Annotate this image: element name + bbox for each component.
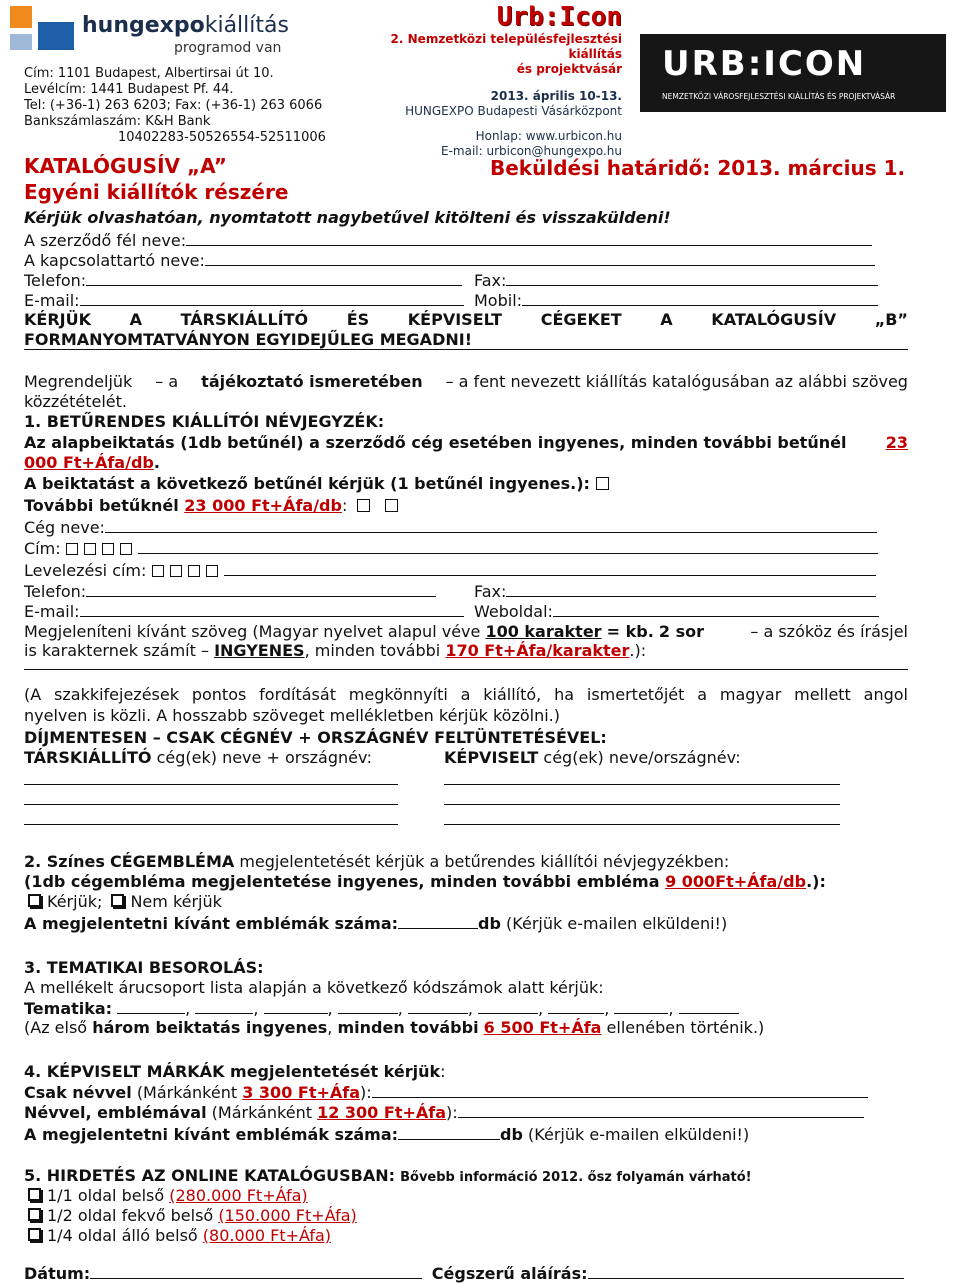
notice-word: A bbox=[660, 310, 673, 329]
s1-web-field[interactable] bbox=[553, 601, 879, 617]
s2-opt-yes: Kérjük; bbox=[47, 892, 103, 911]
s1-extra-text: További betűknél bbox=[24, 496, 179, 515]
logo-tagline: programod van bbox=[174, 40, 282, 56]
party-label: A szerződő fél neve: bbox=[24, 231, 187, 250]
s1-phone-label: Telefon: bbox=[24, 582, 87, 601]
s5-option-3 bbox=[28, 1226, 331, 1246]
address-line: Bankszámlaszám: K&H Bank bbox=[24, 114, 211, 129]
s1-extra-colon: : bbox=[341, 496, 348, 515]
form-title: KATALÓGUSÍV „A” bbox=[24, 154, 227, 178]
s3-code-field[interactable] bbox=[264, 998, 328, 1014]
postcode-box[interactable] bbox=[170, 565, 182, 577]
s3-note-e: ellenében történik.) bbox=[606, 1018, 765, 1037]
contact-label: A kapcsolattartó neve: bbox=[24, 251, 205, 270]
urbicon-banner bbox=[640, 34, 946, 112]
s5-opt2-checkbox[interactable] bbox=[28, 1208, 41, 1221]
notice-line-2: FORMANYOMTATVÁNYON EGYIDEJŰLEG MEGADNI! bbox=[24, 330, 472, 349]
s2-options bbox=[28, 892, 222, 912]
s3-label: Tematika: bbox=[24, 999, 113, 1018]
s4-count-unit: db bbox=[500, 1125, 523, 1144]
event-date: 2013. április 10-13. bbox=[490, 89, 622, 103]
notice-word: KATALÓGUSÍV bbox=[711, 310, 837, 329]
order-text: – a bbox=[155, 372, 179, 391]
phone-field[interactable] bbox=[86, 270, 462, 286]
s5-opt3-text: 1/4 oldal álló belső bbox=[47, 1226, 198, 1245]
s1-letter-text: A beiktatást a következő betűnél kérjük (1 betűnél ingyenes.): bbox=[24, 474, 590, 493]
s4-name-only-b: (Márkánként bbox=[136, 1083, 238, 1102]
s1-email-label: E-mail: bbox=[24, 602, 80, 621]
s1-display-price: 170 Ft+Áfa/karakter bbox=[445, 641, 630, 660]
s5-opt3-price: (80.000 Ft+Áfa) bbox=[202, 1226, 332, 1245]
address-line: Cím: 1101 Budapest, Albertirsai út 10. bbox=[24, 66, 274, 81]
s5-title bbox=[24, 1166, 752, 1188]
s4-title bbox=[24, 1062, 446, 1082]
fax-field[interactable] bbox=[506, 270, 878, 286]
urbicon-banner-sub: NEMZETKÖZI VÁROSFEJLESZTÉSI KIÁLLÍTÁS ÉS PROJEKTVÁSÁR bbox=[662, 92, 896, 101]
s1-extra-price: 23 000 Ft+Áfa/db bbox=[184, 496, 342, 515]
urbicon-banner-title: URB:ICON bbox=[662, 44, 867, 84]
s1-translation-note-1: (A szakkifejezések pontos fordítását megkönnyíti a kiállító, ha ismertetőjét a magyar mellett angol bbox=[24, 685, 908, 704]
s1-represented-label bbox=[444, 748, 741, 768]
s2-count-note: (Kérjük e-mailen elküldeni!) bbox=[506, 914, 728, 933]
s5-opt2-price: (150.000 Ft+Áfa) bbox=[218, 1206, 357, 1225]
s4-count-field[interactable] bbox=[398, 1124, 500, 1140]
s5-opt1-text: 1/1 oldal belső bbox=[47, 1186, 165, 1205]
s1-address-row bbox=[24, 538, 878, 559]
s4-name-logo-b: (Márkánként bbox=[211, 1103, 312, 1122]
s2-fee-end: .): bbox=[806, 872, 826, 891]
signature-label: Cégszerű aláírás: bbox=[431, 1264, 588, 1283]
s1-fee-price-rest: 000 Ft+Áfa/db bbox=[24, 453, 154, 472]
s1-fee-line-1 bbox=[24, 433, 908, 453]
s3-text: A mellékelt árucsoport lista alapján a következő kódszámok alatt kérjük: bbox=[24, 978, 604, 997]
s4-name-logo-field[interactable] bbox=[458, 1102, 864, 1118]
notice-word: CÉGEKET bbox=[540, 310, 622, 329]
deadline: Beküldési határidő: 2013. március 1. bbox=[490, 156, 906, 180]
s1-email-row bbox=[24, 601, 924, 622]
co-exhibitor-rest: cég(ek) neve + országnév: bbox=[156, 748, 372, 767]
s1-mail-address-row bbox=[24, 560, 876, 581]
order-text: Megrendeljük bbox=[24, 372, 133, 391]
address-line: Tel: (+36-1) 263 6203; Fax: (+36-1) 263 6066 bbox=[24, 98, 323, 113]
s1-display-line-2 bbox=[24, 641, 646, 661]
s4-name-only-price: 3 300 Ft+Áfa bbox=[242, 1083, 361, 1102]
notice-word: KÉPVISELT bbox=[407, 310, 503, 329]
email-field[interactable] bbox=[80, 290, 464, 306]
email-row bbox=[24, 290, 924, 311]
co-exhibitor-bold: TÁRSKIÁLLÍTÓ bbox=[24, 748, 152, 767]
represented-field[interactable] bbox=[444, 804, 840, 805]
s1-web-label: Weboldal: bbox=[474, 602, 553, 621]
notice-word: A bbox=[129, 310, 142, 329]
postcode-box[interactable] bbox=[102, 543, 114, 555]
postcode-box[interactable] bbox=[152, 565, 164, 577]
s5-title-main: 5. HIRDETÉS AZ ONLINE KATALÓGUSBAN: bbox=[24, 1166, 396, 1185]
s3-note-price: 6 500 Ft+Áfa bbox=[483, 1018, 602, 1037]
s2-count-row bbox=[24, 913, 727, 934]
s1-display-text: is karakternek számít – bbox=[24, 641, 209, 660]
party-field[interactable] bbox=[186, 230, 872, 246]
co-exhibitor-field[interactable] bbox=[24, 824, 398, 825]
s4-name-logo-price: 12 300 Ft+Áfa bbox=[317, 1103, 447, 1122]
contact-email: E-mail: urbicon@hungexpo.hu bbox=[441, 144, 622, 158]
s1-letter-row bbox=[24, 474, 612, 494]
s1-fee-dot: . bbox=[153, 453, 160, 472]
mobile-label: Mobil: bbox=[474, 291, 523, 310]
order-line-2: közzétételét. bbox=[24, 392, 128, 411]
s1-translation-note-2: nyelven is közli. A hosszabb szöveget mellékletben kérjük közölni.) bbox=[24, 706, 560, 725]
s4-name-logo-row bbox=[24, 1102, 864, 1123]
s4-title-a: 4. KÉPVISELT MÁRKÁK megjelentetését kérjük bbox=[24, 1062, 441, 1081]
s1-co-exhibitor-label bbox=[24, 748, 372, 768]
event-venue: HUNGEXPO Budapesti Vásárközpont bbox=[405, 104, 622, 118]
notice-word: KÉRJÜK bbox=[24, 310, 91, 329]
s2-opt-no: Nem kérjük bbox=[130, 892, 222, 911]
s2-title bbox=[24, 852, 729, 872]
date-label: Dátum: bbox=[24, 1264, 91, 1283]
date-field[interactable] bbox=[90, 1262, 422, 1279]
represented-rest: cég(ek) neve/országnév: bbox=[543, 748, 741, 767]
contact-row bbox=[24, 250, 884, 271]
s2-count-field[interactable] bbox=[398, 913, 478, 929]
s3-code-field[interactable] bbox=[614, 998, 668, 1014]
s1-address-field[interactable] bbox=[138, 538, 878, 554]
address-block bbox=[24, 66, 324, 146]
represented-field[interactable] bbox=[444, 784, 840, 785]
notice-word: „B” bbox=[874, 310, 908, 329]
s5-option-1 bbox=[28, 1186, 308, 1206]
s3-title: 3. TEMATIKAI BESOROLÁS: bbox=[24, 958, 264, 977]
s3-code-field[interactable] bbox=[408, 998, 468, 1014]
s4-name-only-a: Csak névvel bbox=[24, 1083, 132, 1102]
notice-line-1 bbox=[24, 310, 908, 330]
s1-display-chars: 100 karakter bbox=[485, 622, 602, 641]
address-line: Levélcím: 1441 Budapest Pf. 44. bbox=[24, 82, 234, 97]
s5-title-small: Bővebb információ 2012. ősz folyamán várható! bbox=[400, 1170, 752, 1185]
s1-fax-field[interactable] bbox=[506, 581, 876, 597]
s3-note-b: három beiktatás ingyenes bbox=[92, 1018, 328, 1037]
s3-note-d: minden további bbox=[337, 1018, 479, 1037]
s3-code-field[interactable] bbox=[195, 998, 253, 1014]
s2-fee bbox=[24, 872, 826, 892]
s5-opt3-checkbox[interactable] bbox=[28, 1228, 41, 1241]
s4-name-only-c: ): bbox=[360, 1083, 372, 1102]
s4-name-logo-c: ): bbox=[446, 1103, 458, 1122]
s2-title-c: megjelentetését kérjük a betűrendes kiállítói névjegyzékben: bbox=[239, 852, 730, 871]
s2-no-checkbox[interactable] bbox=[111, 894, 124, 907]
s3-code-field[interactable] bbox=[338, 998, 398, 1014]
s3-code-field[interactable] bbox=[478, 998, 538, 1014]
s2-fee-price: 9 000Ft+Áfa/db bbox=[665, 872, 807, 891]
s2-yes-checkbox[interactable] bbox=[28, 894, 41, 907]
event-info bbox=[338, 2, 622, 159]
s4-count-label: A megjelentetni kívánt emblémák száma: bbox=[24, 1125, 399, 1144]
hungexpo-logo-mark-icon bbox=[8, 4, 78, 56]
s1-company-label: Cég neve: bbox=[24, 518, 105, 537]
s5-option-2 bbox=[28, 1206, 357, 1226]
s1-title: 1. BETŰRENDES KIÁLLÍTÓI NÉVJEGYZÉK: bbox=[24, 412, 385, 431]
notice-underline bbox=[24, 349, 908, 350]
order-line-1 bbox=[24, 372, 908, 392]
s4-name-only-row bbox=[24, 1082, 868, 1103]
s4-count-row bbox=[24, 1124, 749, 1145]
s2-fee-text: (1db cégembléma megjelentetése ingyenes, minden további embléma bbox=[24, 872, 660, 891]
s1-display-text: = kb. bbox=[606, 622, 654, 641]
address-line: 10402283-50526554-52511006 bbox=[118, 130, 326, 145]
s2-count-unit: db bbox=[478, 914, 501, 933]
s3-code-field[interactable] bbox=[117, 998, 185, 1014]
s1-mail-address-field[interactable] bbox=[224, 560, 876, 576]
event-title-1: 2. Nemzetközi településfejlesztési kiállítás bbox=[390, 32, 622, 61]
s3-note-a: (Az első bbox=[24, 1018, 88, 1037]
order-text-bold: tájékoztató ismeretében bbox=[201, 372, 423, 391]
postcode-box[interactable] bbox=[188, 565, 200, 577]
s1-display-line-1 bbox=[24, 622, 908, 642]
co-exhibitor-field[interactable] bbox=[24, 804, 398, 805]
instruction: Kérjük olvashatóan, nyomtatott nagybetűvel kitölteni és visszaküldeni! bbox=[24, 208, 671, 227]
form-subtitle: Egyéni kiállítók részére bbox=[24, 180, 289, 204]
s1-text-field-line[interactable] bbox=[24, 669, 908, 670]
s1-phone-field[interactable] bbox=[86, 581, 436, 597]
phone-row bbox=[24, 270, 924, 291]
s1-free-listing: DÍJMENTESEN – CSAK CÉGNÉV + ORSZÁGNÉV FELTÜNTETÉSÉVEL: bbox=[24, 728, 607, 747]
s1-email-field[interactable] bbox=[80, 601, 464, 617]
notice-word: ÉS bbox=[346, 310, 370, 329]
s3-tematika-row: Tematika: , , , , , , , , bbox=[24, 998, 739, 1019]
phone-label: Telefon: bbox=[24, 271, 87, 290]
s1-fee-price: 23 bbox=[885, 433, 908, 452]
s3-code-field[interactable] bbox=[679, 998, 739, 1014]
postcode-box[interactable] bbox=[206, 565, 218, 577]
s1-display-text: – a szóköz és írásjel bbox=[750, 622, 908, 641]
s1-company-field[interactable] bbox=[105, 517, 877, 533]
s1-phone-row bbox=[24, 581, 924, 602]
co-exhibitor-field[interactable] bbox=[24, 784, 398, 785]
extra-letter-box[interactable] bbox=[357, 499, 370, 512]
logo-brand-bold: hungexpo bbox=[82, 13, 205, 38]
event-title-2: és projektvásár bbox=[516, 62, 622, 76]
email-label: E-mail: bbox=[24, 291, 80, 310]
represented-bold: KÉPVISELT bbox=[444, 748, 539, 767]
s1-fee-text: Az alapbeiktatás (1db betűnél) a szerződő cég esetében ingyenes, minden további betűnél bbox=[24, 433, 847, 452]
extra-letter-box[interactable] bbox=[385, 499, 398, 512]
represented-field[interactable] bbox=[444, 824, 840, 825]
event-logo: Urb:Icon bbox=[496, 2, 622, 32]
postcode-box[interactable] bbox=[120, 543, 132, 555]
notice-word: TÁRSKIÁLLÍTÓ bbox=[180, 310, 309, 329]
homepage: Honlap: www.urbicon.hu bbox=[475, 129, 622, 143]
s5-opt2-text: 1/2 oldal fekvő belső bbox=[47, 1206, 214, 1225]
s1-display-text: , minden további bbox=[304, 641, 441, 660]
s1-display-text: .): bbox=[629, 641, 647, 660]
s3-note-c: , bbox=[327, 1018, 333, 1037]
s3-note bbox=[24, 1018, 764, 1038]
fax-label: Fax: bbox=[474, 271, 507, 290]
s1-mail-address-label: Levelezési cím: bbox=[24, 561, 147, 580]
postcode-box[interactable] bbox=[66, 543, 78, 555]
s4-name-logo-a: Névvel, emblémával bbox=[24, 1103, 207, 1122]
s2-count-label: A megjelentetni kívánt emblémák száma: bbox=[24, 914, 399, 933]
s2-title-b: CÉGEMBLÉMA bbox=[109, 852, 235, 871]
s1-display-free: INGYENES bbox=[214, 641, 305, 660]
s1-fee-line-2 bbox=[24, 453, 160, 473]
logo-brand-light: kiállítás bbox=[204, 13, 289, 38]
s3-code-field[interactable] bbox=[548, 998, 604, 1014]
s4-title-b: : bbox=[440, 1062, 446, 1081]
order-text: – a fent nevezett kiállítás katalógusában az alábbi szöveg bbox=[445, 372, 908, 391]
s4-count-note: (Kérjük e-mailen elküldeni!) bbox=[528, 1125, 750, 1144]
contact-field[interactable] bbox=[205, 250, 875, 266]
s1-address-label: Cím: bbox=[24, 539, 61, 558]
s1-company-row bbox=[24, 517, 877, 538]
postcode-box[interactable] bbox=[84, 543, 96, 555]
s2-title-a: 2. Színes bbox=[24, 852, 105, 871]
mobile-field[interactable] bbox=[522, 290, 878, 306]
s5-opt1-price: (280.000 Ft+Áfa) bbox=[169, 1186, 308, 1205]
party-row bbox=[24, 230, 884, 251]
signature-field[interactable] bbox=[588, 1262, 904, 1279]
s1-display-rows: 2 sor bbox=[658, 622, 705, 641]
s1-display-text: Megjeleníteni kívánt szöveg (Magyar nyelvet alapul véve bbox=[24, 622, 481, 641]
letter-box[interactable] bbox=[596, 477, 609, 490]
s4-name-only-field[interactable] bbox=[372, 1082, 868, 1098]
s1-extra-row bbox=[24, 496, 401, 516]
s5-opt1-checkbox[interactable] bbox=[28, 1188, 41, 1201]
hungexpo-logo bbox=[8, 4, 308, 64]
s1-fax-label: Fax: bbox=[474, 582, 507, 601]
